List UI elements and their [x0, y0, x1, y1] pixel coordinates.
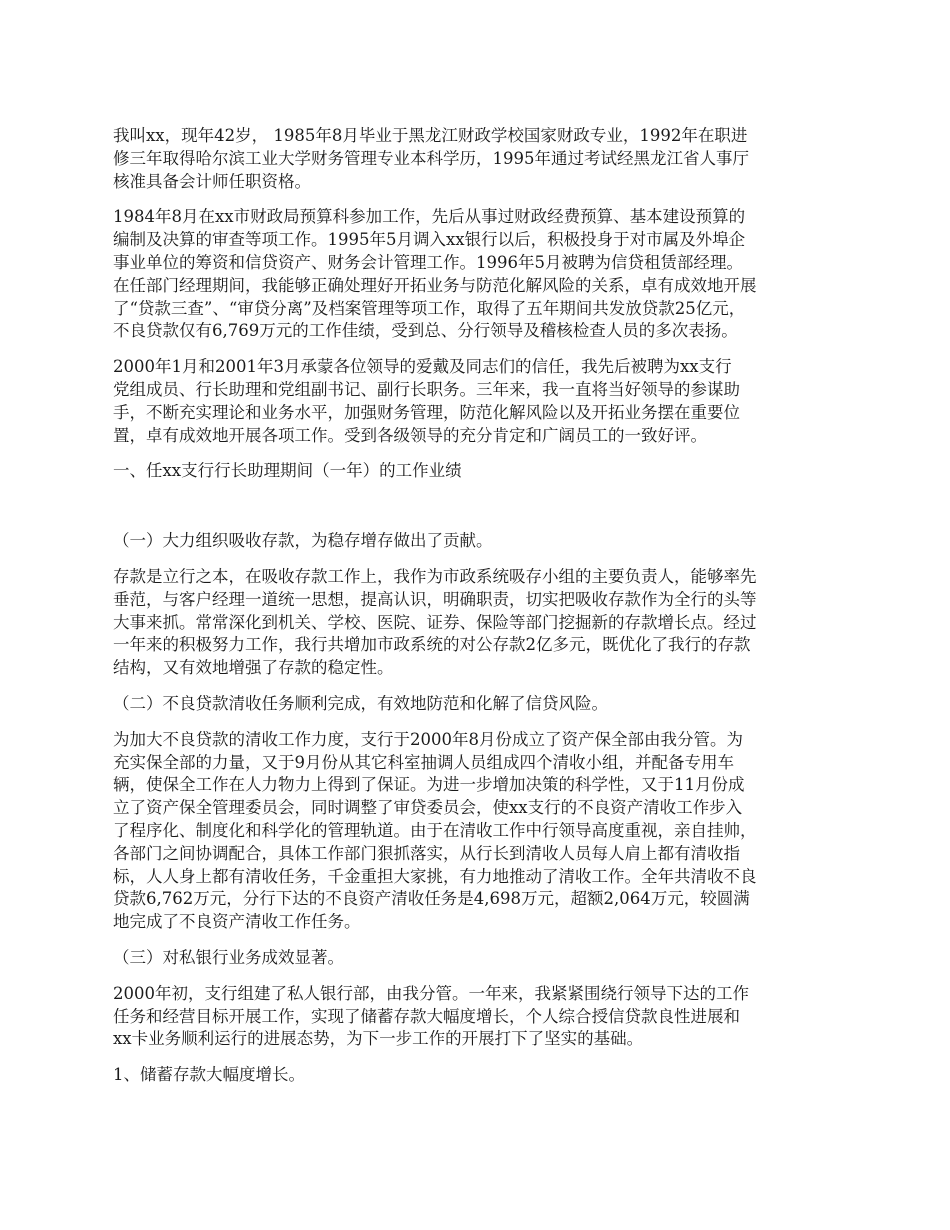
blank-line: [113, 496, 841, 530]
subheading-bad-loans: （二）不良贷款清收任务顺利完成，有效地防范和化解了信贷风险。: [113, 693, 608, 713]
subheading-private-banking: （三）对私银行业务成效显著。: [113, 947, 344, 967]
paragraph-bad-loans: 为加大不良贷款的清收工作力度，支行于2000年8月份成立了资产保全部由我分管。为 充实保全部的力量，又于9月份从其它科室抽调人员组成四个清收小组，并配备专用车 辆，使保全工作在人力物力上得到了保证。为进一步增加决策的科学性，又于11月份成 立了资产保全管理委员会，同时调整了审贷委员会，使xx支行的不良资产清收工作步入 了程序化、制度化和科学化的管理轨道。由于在清收工作中行领导高度重视，亲自挂帅， 各部门之间协调配合，具体工作部门狠抓落实，从行长到清收人员每人肩上都有清收指 标，人人身上都有清收任务，千金重担大家挑，有力地推动了清收工作。全年共清收不良 贷款6,762万元，分行下达的不良资产清收任务是4,698万元，超额2,064万元，较圆满 地完成了不良资产清收工作任务。: [113, 729, 757, 932]
paragraph-deposits: 存款是立行之本，在吸收存款工作上，我作为市政系统吸存小组的主要负责人，能够率先 垂范，与客户经理一道统一思想，提高认识，明确职责，切实把吸收存款作为全行的头等 大事来抓。常常深化到机关、学校、医院、证券、保险等部门挖掘新的存款增长点。经过 一年来的积极努力工作，我行共增加市政系统的对公存款2亿多元，既优化了我行的存款 结构，又有效地增强了存款的稳定性。: [113, 566, 757, 678]
paragraph-personal-background: 我叫xx，现年42岁， 1985年8月毕业于黑龙江财政学校国家财政专业，1992年在职进 修三年取得哈尔滨工业大学财务管理专业本科学历，1995年通过考试经黑龙江省人事厅 核准具备会计师任职资格。: [113, 126, 749, 191]
paragraph-private-banking: 2000年初，支行组建了私人银行部，由我分管。一年来，我紧紧围绕行领导下达的工作 任务和经营目标开展工作，实现了储蓄存款大幅度增长，个人综合授信贷款良性进展和 xx卡业务顺利运行的进展态势，为下一步工作的开展打下了坚实的基础。: [113, 983, 749, 1049]
subheading-savings-growth: 1、储蓄存款大幅度增长。: [113, 1065, 305, 1085]
subheading-deposits: （一）大力组织吸收存款，为稳存增存做出了贡献。: [113, 531, 493, 551]
paragraph-career-history: 1984年8月在xx市财政局预算科参加工作，先后从事过财政经费预算、基本建设预算的 编制及决算的审查等项工作。1995年5月调入xx银行以后，积极投身于对市属及外埠企 事业单位的筹资和信贷资产、财务会计管理工作。1996年5月被聘为信贷租赁部经理。 在任部门经理期间，我能够正确处理好开拓业务与防范化解风险的关系，卓有成效地开展 了“贷款三查”、“审贷分离”及档案管理等项工作，取得了五年期间共发放贷款25亿元， 不良贷款仅有6,769万元的工作佳绩，受到总、分行领导及稽核检查人员的多次表扬。: [113, 207, 757, 341]
section-heading-assistant-period: 一、任xx支行行长助理期间（一年）的工作业绩: [113, 461, 462, 481]
document-body: [113, 125, 841, 1100]
paragraph-promotion: 2000年1月和2001年3月承蒙各位领导的爱戴及同志们的信任，我先后被聘为xx支行 党组成员、行长助理和党组副书记、副行长职务。三年来，我一直将当好领导的参谋助 手，不断充实理论和业务水平，加强财务管理，防范化解风险以及开拓业务摆在重要位 置，卓有成效地开展各项工作。受到各级领导的充分肯定和广阔员工的一致好评。: [113, 357, 740, 445]
